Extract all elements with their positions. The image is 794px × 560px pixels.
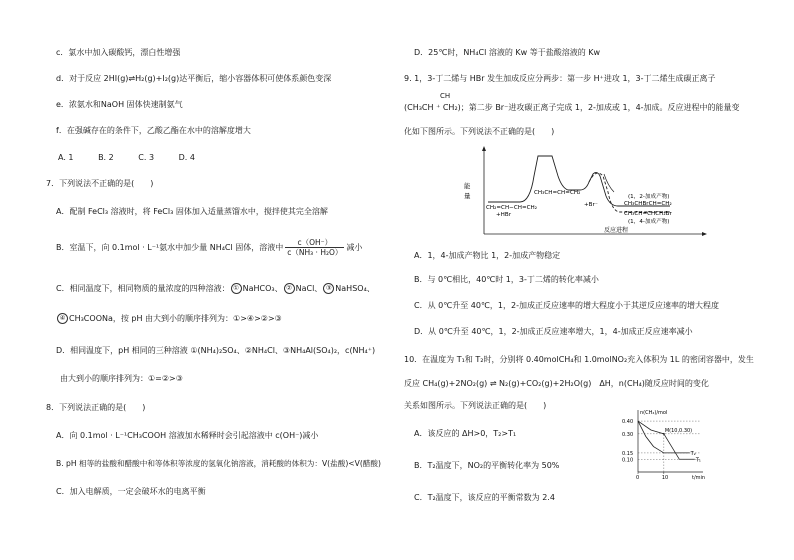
q7-option-c-text: C．相同温度下，相同物质的量浓度的四种溶液： (56, 284, 230, 293)
compound-nahco3: NaHCO₃、 (242, 284, 283, 293)
q10-stem-line3: 关系如图所示。下列说法正确的是( ) (404, 401, 547, 410)
q9-stem-line2 (404, 102, 740, 113)
q10-stem-line1: 10．在温度为 T₁和 T₂时，分别将 0.40molCH₄和 1.0molNO₂充入体积为 1L 的密闭容器中，发生 (404, 355, 754, 364)
diagram-ylabel-1: 能 (464, 182, 471, 190)
q7-option-d-line1: D．相同温度下，pH 相同的三种溶液 ①(NH₄)₂SO₄、②NH₄Cl、③NH₄Al(SO₄)₂，c(NH₄⁺) (56, 346, 376, 355)
q6-item-e: e．浓氨水和NaOH 固体快速制氨气 (56, 100, 183, 109)
fraction-denominator: c（NH₃ · H₂O） (287, 248, 343, 257)
product-14-formula: CH₃CH=CHCH₂Br (624, 211, 672, 217)
fraction-numerator: c（OH⁻） (285, 238, 344, 248)
q9-stem-line3: 化如下图所示。下列说法不正确的是( ) (404, 127, 555, 136)
intermediate-label: CH₃CH=CH=CH₂ (534, 190, 581, 196)
q8-option-b: B. pH 相等的盐酸和醋酸中和等体积等浓度的氢氧化钠溶液，消耗酸的体积为：V(盐酸)<V(醋酸) (56, 459, 381, 468)
q6-option-c[interactable]: C. 3 (138, 153, 155, 162)
q7-option-b-fraction (285, 238, 344, 257)
bromide-label: +Br⁻ (584, 202, 598, 208)
series-label-t2: T₂ (690, 450, 696, 457)
q7-option-c-order: CH₃COONa，按 pH 由大到小的顺序排列为：①>④>②>③ (69, 314, 282, 323)
q7-option-a: A．配制 FeCl₃ 溶液时，将 FeCl₃ 固体加入适量蒸馏水中，搅拌使其完全溶解 (56, 207, 328, 216)
q7-option-b (56, 238, 362, 257)
q9-stem-line1: 9. 1，3-丁二烯与 HBr 发生加成反应分两步：第一步 H⁺进攻 1，3-丁二烯生成碳正离子 (404, 74, 716, 83)
chart-ytick-label: 0.15 (622, 450, 634, 457)
product-12-label: (1，2-加成产物) (628, 194, 670, 200)
diagram-ylabel-2: 量 (464, 192, 471, 200)
q7-option-d-kw: D．25℃时，NH₄Cl 溶液的 Kw 等于盐酸溶液的 Kw (414, 48, 601, 57)
q6-option-b[interactable]: B. 2 (98, 153, 114, 162)
q9-option-b: B．与 0℃相比，40℃时 1，3-丁二烯的转化率减小 (414, 275, 599, 284)
q10-stem-line2: 反应 CH₄(g)+2NO₂(g) ⇌ N₂(g)+CO₂(g)+2H₂O(g) ΔH，n(CH₄)随反应时间的变化 (404, 379, 709, 388)
q9-formula-ch: CH (440, 92, 451, 100)
q6-option-d[interactable]: D. 4 (178, 153, 195, 162)
q9-option-a: A．1，4-加成产物比 1，2-加成产物稳定 (414, 251, 561, 260)
product-12-formula: CH₃CHBrCH=CH₂ (624, 201, 672, 207)
ch4-time-chart (616, 406, 706, 482)
q7-option-c-line1 (56, 283, 375, 294)
q7-option-c-line2 (56, 313, 282, 324)
q10-option-a: A．该反应的 ΔH>0，T₂>T₁ (414, 429, 517, 438)
reactant-label: CH₂=CH−CH=CH₂ (486, 205, 537, 211)
series-label-t1: T₁ (695, 457, 701, 464)
q9-carbocation-formula: (CH₃CH ⁺ CH₂) (404, 103, 461, 112)
q6-item-d: d．对于反应 2HI(g)⇌H₂(g)+I₂(g)达平衡后，缩小容器体积可使体系颜色变深 (56, 74, 332, 83)
q10-option-c: C．T₂温度下，该反应的平衡常数为 2.4 (414, 493, 555, 502)
series-line-t1 (638, 421, 695, 459)
q8-option-a: A．向 0.1mol · L⁻¹CH₃COOH 溶液加水稀释时会引起溶液中 c(OH⁻)减小 (56, 431, 319, 440)
q8-option-c: C．加入电解质，一定会破坏水的电离平衡 (56, 487, 206, 496)
product-14-label: (1，4-加成产物) (628, 219, 670, 225)
q6-option-a[interactable]: A. 1 (58, 153, 74, 162)
q7-stem: 7．下列说法不正确的是( ) (46, 179, 154, 188)
q9-option-d: D．从 0℃升至 40℃，1，2-加成正反应速率增大，1，4-加成正反应速率减小 (414, 327, 693, 336)
q10-option-b: B．T₂温度下，NO₂的平衡转化率为 50% (414, 461, 560, 470)
q7-option-d-line2: 由大到小的顺序排列为：①=②>③ (60, 374, 183, 383)
energy-profile-diagram (458, 146, 708, 238)
chart-xlabel: t/min (692, 475, 706, 481)
diagram-y-arrow (482, 146, 486, 151)
circled-one: ① (231, 283, 242, 294)
q7-option-b-tail: 减小 (346, 243, 363, 252)
circled-three: ③ (323, 283, 334, 294)
diagram-xlabel: 反应进程 (604, 227, 629, 234)
chart-ylabel: n(CH₄)/mol (640, 410, 668, 416)
diagram-x-arrow (702, 232, 707, 236)
compound-nacl: NaCl、 (295, 284, 323, 293)
chart-xtick-label: 0 (636, 475, 640, 481)
chart-ytick-label: 0.10 (622, 457, 634, 464)
q7-option-b-text: B．室温下，向 0.1mol · L⁻¹氨水中加少量 NH₄Cl 固体，溶液中 (56, 243, 284, 252)
chart-ytick-label: 0.30 (622, 431, 634, 438)
circled-four: ④ (57, 313, 68, 324)
chart-point-label: M(10,0.30) (664, 427, 693, 434)
reactant-hbr-label: +HBr (496, 212, 512, 218)
q8-stem: 8．下列说法正确的是( ) (46, 403, 146, 412)
series-line-t2 (638, 421, 693, 453)
compound-nahso4: NaHSO₄、 (335, 284, 375, 293)
q9-stem-line2-text: ；第二步 Br⁻进攻碳正离子完成 1，2-加成或 1，4-加成。反应进程中的能量变 (460, 103, 740, 112)
q6-item-f: f．在强碱存在的条件下，乙酸乙酯在水中的溶解度增大 (56, 126, 251, 135)
q6-options (58, 152, 217, 163)
chart-xtick-label: 10 (661, 475, 669, 481)
q9-option-c: C．从 0℃升至 40℃，1，2-加成正反应速率的增大程度小于其逆反应速率的增大程度 (414, 301, 719, 310)
circled-two: ② (284, 283, 295, 294)
q6-item-c: c．氯水中加入碳酸钙，漂白性增强 (56, 48, 181, 57)
chart-ytick-label: 0.40 (622, 419, 634, 426)
